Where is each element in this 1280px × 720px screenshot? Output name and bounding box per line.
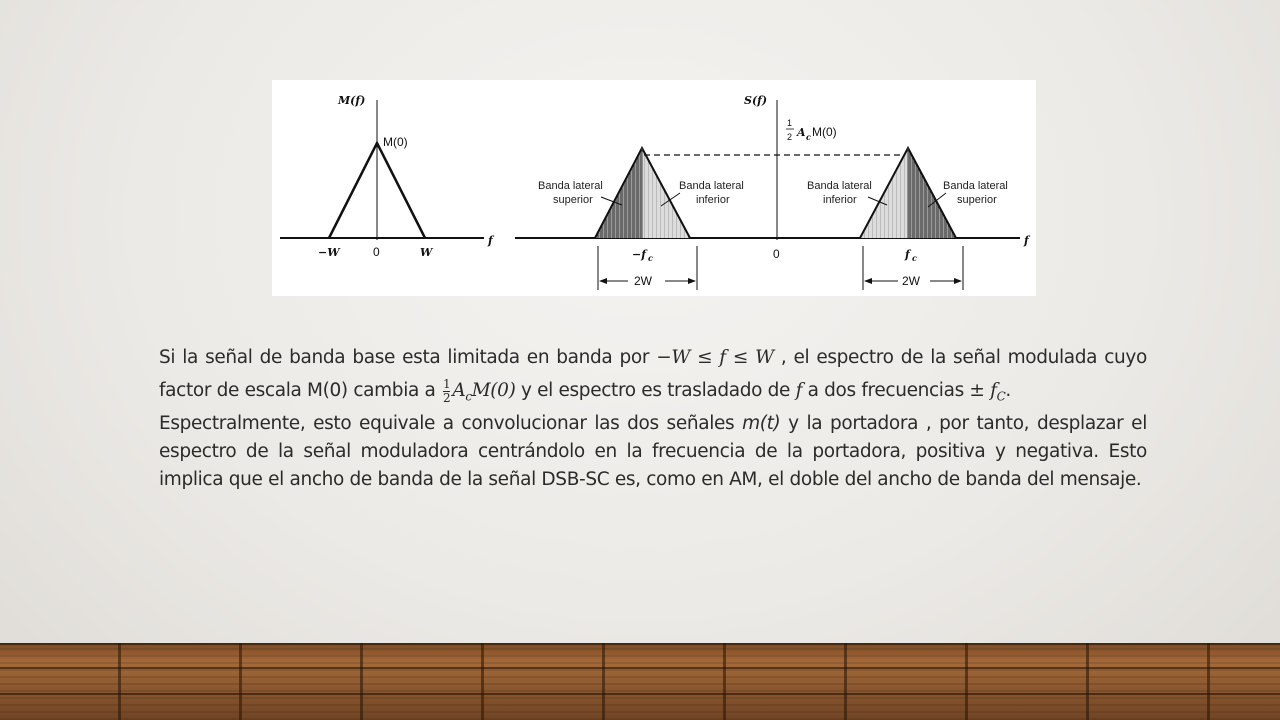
left-axis-title: M(f) (338, 94, 366, 107)
svg-text:−f: −f (632, 248, 646, 261)
label-neg-lower-sideband (661, 180, 744, 206)
svg-text:Banda lateral: Banda lateral (679, 180, 744, 192)
svg-text:superior: superior (957, 194, 997, 206)
svg-text:f: f (905, 248, 910, 261)
svg-text:Banda lateral: Banda lateral (807, 180, 872, 192)
right-tick-zero: 0 (773, 247, 780, 261)
right-peak-label (786, 118, 837, 142)
left-x-axis-label: f (488, 234, 493, 247)
spectrum-figure (272, 80, 1036, 296)
paragraph-2: Espectralmente, esto equivale a convolucionar las dos señales m(t) y la portadora , por tanto, desplazar el espectro de la señal moduladora centrándolo en la frecuencia de la portadora, positiva y negativa. Esto implica que el ancho de banda de la señal DSB-SC es, como en AM, el doble del ancho de banda del mensaje. (159, 412, 1147, 490)
svg-text:c: c (912, 253, 917, 263)
svg-text:2W: 2W (634, 274, 652, 288)
tick-pos-fc (904, 248, 917, 263)
svg-text:superior: superior (553, 194, 593, 206)
right-x-axis-label: f (1024, 234, 1029, 247)
baseband-spectrum-plot (280, 94, 495, 259)
tick-neg-fc (632, 248, 653, 263)
spectrum-diagram (272, 80, 1036, 296)
body-text (159, 341, 1147, 494)
modulated-spectrum-plot (515, 94, 1031, 290)
svg-text:Banda lateral: Banda lateral (943, 180, 1008, 192)
left-peak-label: M(0) (383, 135, 408, 149)
paragraph-1: Si la señal de banda base esta limitada en banda por −W ≤ f ≤ W , el espectro de la señal modulada cuyo factor de escala M(0) cambia a $\frac{1}{2}$ $A_cM(0)$ y el espectro es trasladado de f a dos frecuencias ± $f_C$. (159, 347, 1147, 405)
svg-text:c: c (806, 132, 811, 142)
svg-text:2W: 2W (902, 274, 920, 288)
label-neg-upper-sideband (538, 180, 622, 206)
svg-text:M(0): M(0) (812, 125, 837, 139)
svg-text:A: A (797, 126, 806, 139)
svg-text:inferior: inferior (823, 194, 857, 206)
svg-text:c: c (648, 253, 653, 263)
label-pos-upper-sideband (928, 180, 1008, 207)
svg-text:1: 1 (787, 118, 793, 128)
svg-text:2: 2 (787, 132, 793, 142)
wood-floor (0, 643, 1280, 720)
svg-text:Banda lateral: Banda lateral (538, 180, 603, 192)
left-tick-pos-w: W (420, 246, 433, 259)
fraction-one-half: $\frac{1}{2}$ (443, 376, 451, 405)
left-tick-zero: 0 (373, 245, 380, 259)
label-pos-lower-sideband (807, 180, 887, 206)
svg-text:inferior: inferior (696, 194, 730, 206)
right-axis-title: S(f) (744, 94, 768, 107)
left-tick-neg-w: −W (318, 246, 340, 259)
